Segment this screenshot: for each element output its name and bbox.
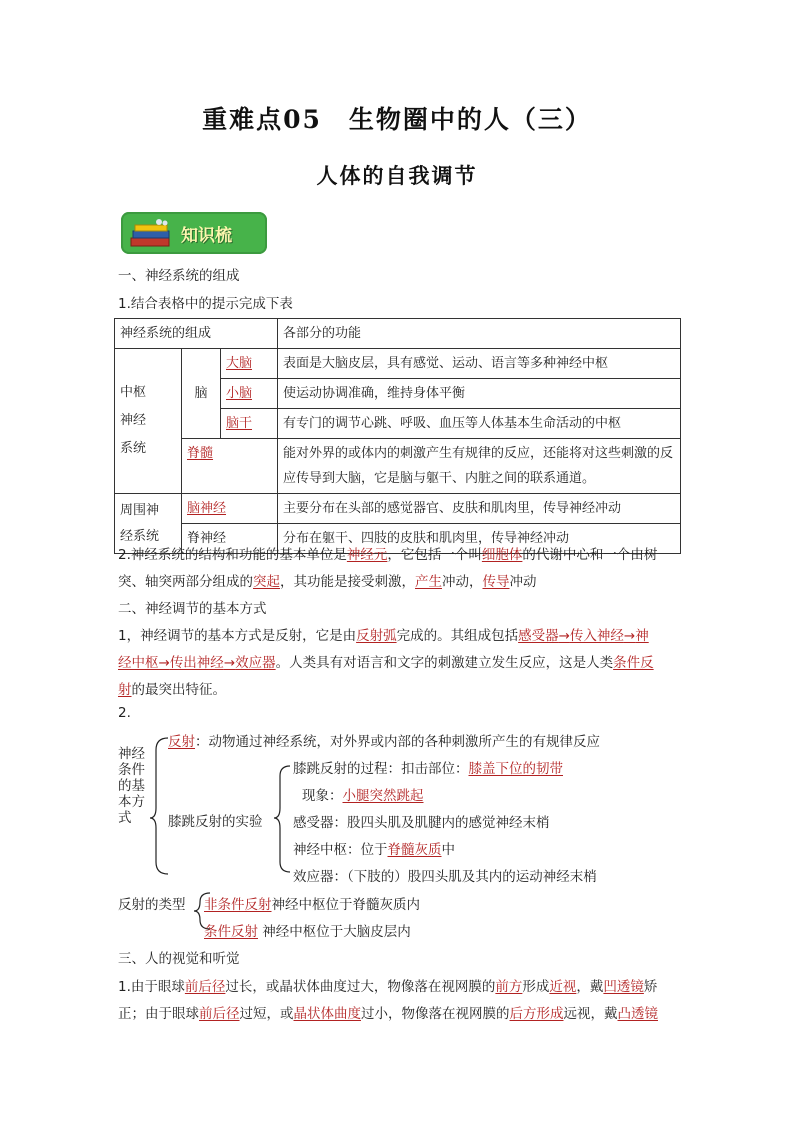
- conditioned-reflex: 条件反射 神经中枢位于大脑皮层内: [204, 924, 411, 940]
- badge-label: 知识梳: [181, 226, 232, 246]
- neural-regulation-label: 神经 条件 的基 本方 式: [118, 746, 145, 826]
- central-nervous-system: 中枢 神经 系统: [115, 349, 182, 494]
- question-2-line-1: 2.神经系统的结构和功能的基本单位是神经元，它包括一个叫细胞体的代谢中心和一个由树: [118, 547, 658, 563]
- question-2-line-2: 突、轴突两部分组成的突起，其功能是接受刺激，产生冲动，传导冲动: [118, 574, 537, 590]
- knee-receptor: 感受器：股四头肌及肌腱内的感觉神经末梢: [293, 815, 550, 831]
- page-subtitle: 人体的自我调节: [316, 163, 478, 188]
- cerebrum-function: 表面是大脑皮层，具有感觉、运动、语言等多种神经中枢: [278, 349, 681, 379]
- page-title: 重难点05 生物圈中的人（三）: [202, 105, 592, 134]
- brainstem-answer: 脑干: [226, 416, 253, 431]
- cerebellum-function: 使运动协调准确，维持身体平衡: [278, 379, 681, 409]
- brainstem-function: 有专门的调节心跳、呼吸、血压等人体基本生命活动的中枢: [278, 409, 681, 439]
- spinal-nerves-label: 脊神经: [187, 531, 227, 546]
- cranial-nerves-function: 主要分布在头部的感觉器官、皮肤和肌肉里，传导神经冲动: [278, 494, 681, 524]
- para-1-line-2: 经中枢→传出神经→效应器。人类具有对语言和文字的刺激建立发生反应，这是人类条件反: [118, 655, 654, 671]
- item-2-number: 2.: [118, 705, 131, 721]
- question-1: 1.结合表格中的提示完成下表: [118, 296, 293, 312]
- nervous-system-table: [114, 318, 681, 554]
- brain-cell: 脑: [182, 349, 221, 439]
- knee-center: 神经中枢：位于脊髓灰质中: [293, 842, 455, 858]
- cerebrum-answer: 大脑: [226, 356, 253, 371]
- para-1-line-1: 1，神经调节的基本方式是反射，它是由反射弧完成的。其组成包括感受器→传入神经→神: [118, 628, 649, 644]
- knowledge-badge: [121, 212, 267, 254]
- spinal-cord-answer: 脊髓: [187, 446, 214, 461]
- para-1-line-3: 射的最突出特征。: [118, 682, 226, 698]
- spinal-cord-function: 能对外界的或体内的刺激产生有规律的反应，还能将对这些刺激的反应传导到大脑，它是脑与躯干、内脏之间的联系通道。: [278, 439, 681, 494]
- reflex-definition: 反射：动物通过神经系统，对外界或内部的各种刺激所产生的有规律反应: [168, 734, 600, 750]
- table-row: [115, 319, 681, 349]
- section-heading-1: 一、神经系统的组成: [118, 268, 240, 284]
- outer-brace: [150, 738, 168, 874]
- table-header-function: 各部分的功能: [278, 319, 681, 349]
- knee-jerk-experiment: 膝跳反射的实验: [168, 814, 263, 830]
- table-row: [115, 494, 681, 524]
- table-row: [115, 349, 681, 379]
- table-row: [115, 439, 681, 494]
- knee-brace: [274, 766, 290, 872]
- unconditioned-reflex: 非条件反射神经中枢位于脊髓灰质内: [204, 897, 420, 913]
- reflex-types-label: 反射的类型: [118, 897, 186, 913]
- cranial-nerves-answer: 脑神经: [187, 501, 227, 516]
- knee-phenomenon: 现象：小腿突然跳起: [302, 788, 424, 804]
- cerebellum-answer: 小脑: [226, 386, 253, 401]
- knee-effector: 效应器：（下肢的）股四头肌及其内的运动神经末梢: [293, 869, 597, 885]
- peripheral-nervous-system: 周围神 经系统: [115, 494, 182, 554]
- vision-line-2: 正；由于眼球前后径过短，或晶状体曲度过小，物像落在视网膜的后方形成远视，戴凸透镜: [118, 1006, 658, 1022]
- vision-line-1: 1.由于眼球前后径过长，或晶状体曲度过大，物像落在视网膜的前方形成近视，戴凹透镜矫: [118, 979, 658, 995]
- spinal-nerves-function: 分布在躯干、四肢的皮肤和肌肉里，传导神经冲动: [278, 524, 681, 554]
- section-heading-3: 三、人的视觉和听觉: [118, 951, 240, 967]
- books-icon: [129, 218, 173, 250]
- knee-process: 膝跳反射的过程：扣击部位：膝盖下位的韧带: [293, 761, 563, 777]
- section-heading-2: 二、神经调节的基本方式: [118, 601, 267, 617]
- table-header-composition: 神经系统的组成: [115, 319, 278, 349]
